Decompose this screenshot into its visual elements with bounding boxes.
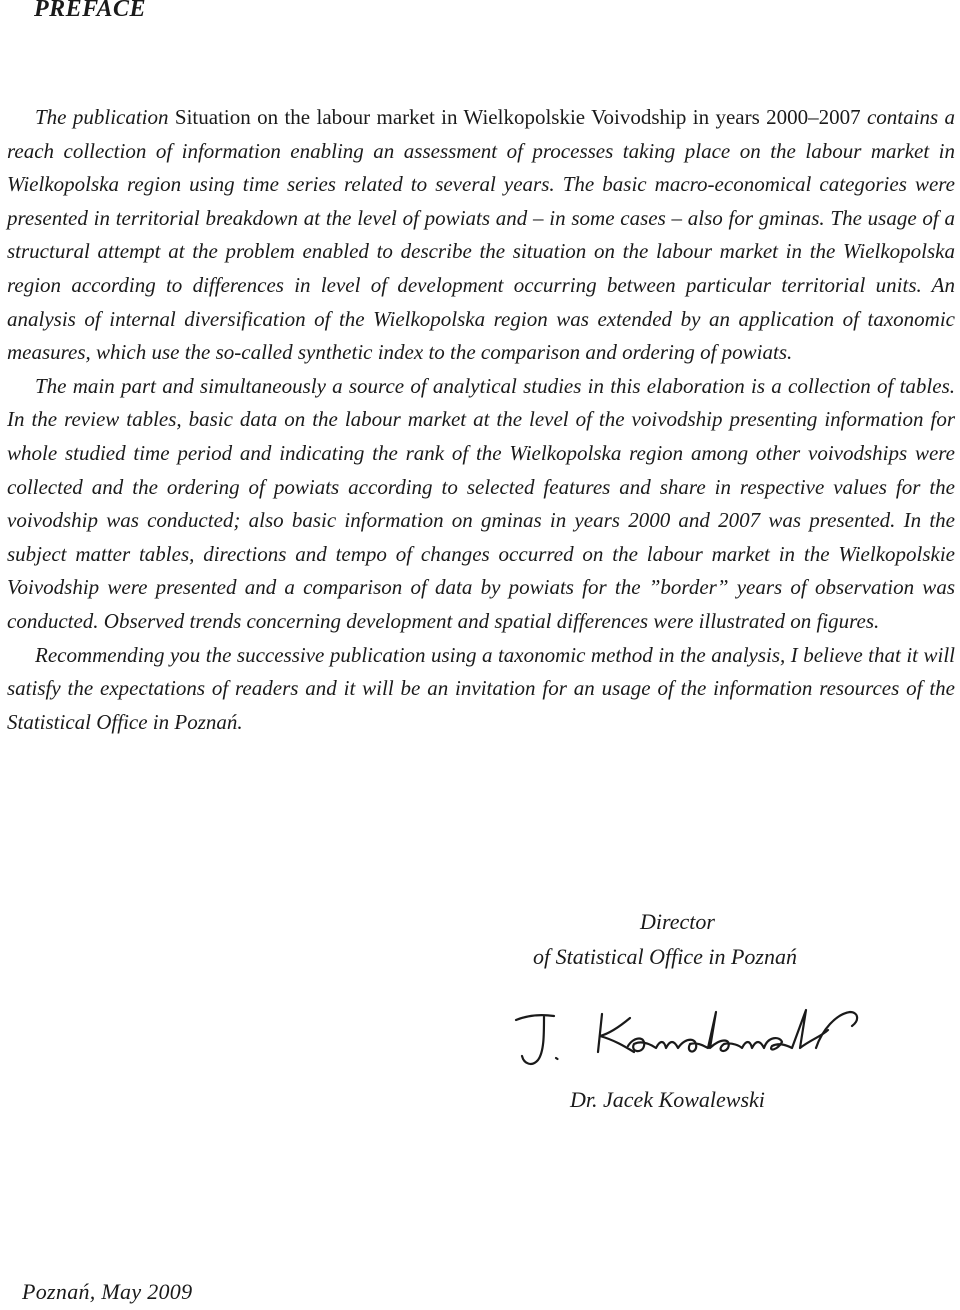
paragraph-2: The main part and simultaneously a source of analytical studies in this elaboration is a collection of tables. In the review tables, basic data on the labour market at the level of the voivodship presenting information for whole studied time period and indicating the rank of the Wielkopolska region among other voivodships were collected and the ordering of powiats according to selected features and share in respective values for the voivodship was conducted; also basic information on gminas in years 2000 and 2007 was presented. In the subject matter tables, directions and tempo of changes occurred on the labour market in the Wielkopolskie Voivodship were presented and a comparison of data by powiats for the ”border” years of observation was conducted. Observed trends concerning development and spatial differences were illustrated on figures. [7,373,955,633]
publication-title: Situation on the labour market in Wielkopolskie Voivodship in years 2000–2007 [174,105,861,129]
paragraph-1-intro: The publication [35,105,169,129]
handwritten-signature [510,1000,870,1080]
paragraph-1 [7,101,955,370]
page-title: PREFACE [34,0,147,22]
paragraph-3: Recommending you the successive publication using a taxonomic method in the analysis, I believe that it will satisfy the expectations of readers and it will be an invitation for an usage of the information resources of the Statistical Office in Poznań. [7,642,955,734]
paragraph-1-rest: contains a reach collection of information enabling an assessment of processes taking place on the labour market in Wielkopolska region using time series related to several years. The basic macro-economical categories were presented in territorial breakdown at the level of powiats and – in some cases – also for gminas. The usage of a structural attempt at the problem enabled to describe the situation on the labour market in the Wielkopolska region according to differences in level of development occurring between particular territorial units. An analysis of internal diversification of the Wielkopolska region was extended by an application of taxonomic measures, which use the so-called synthetic index to the comparison and ordering of powiats. [7,105,956,365]
place-date: Poznań, May 2009 [22,1279,193,1304]
preface-body [7,101,955,739]
signatory-role: Director [640,909,715,934]
signer-name: Dr. Jacek Kowalewski [570,1087,765,1112]
signatory-office: of Statistical Office in Poznań [533,944,797,969]
